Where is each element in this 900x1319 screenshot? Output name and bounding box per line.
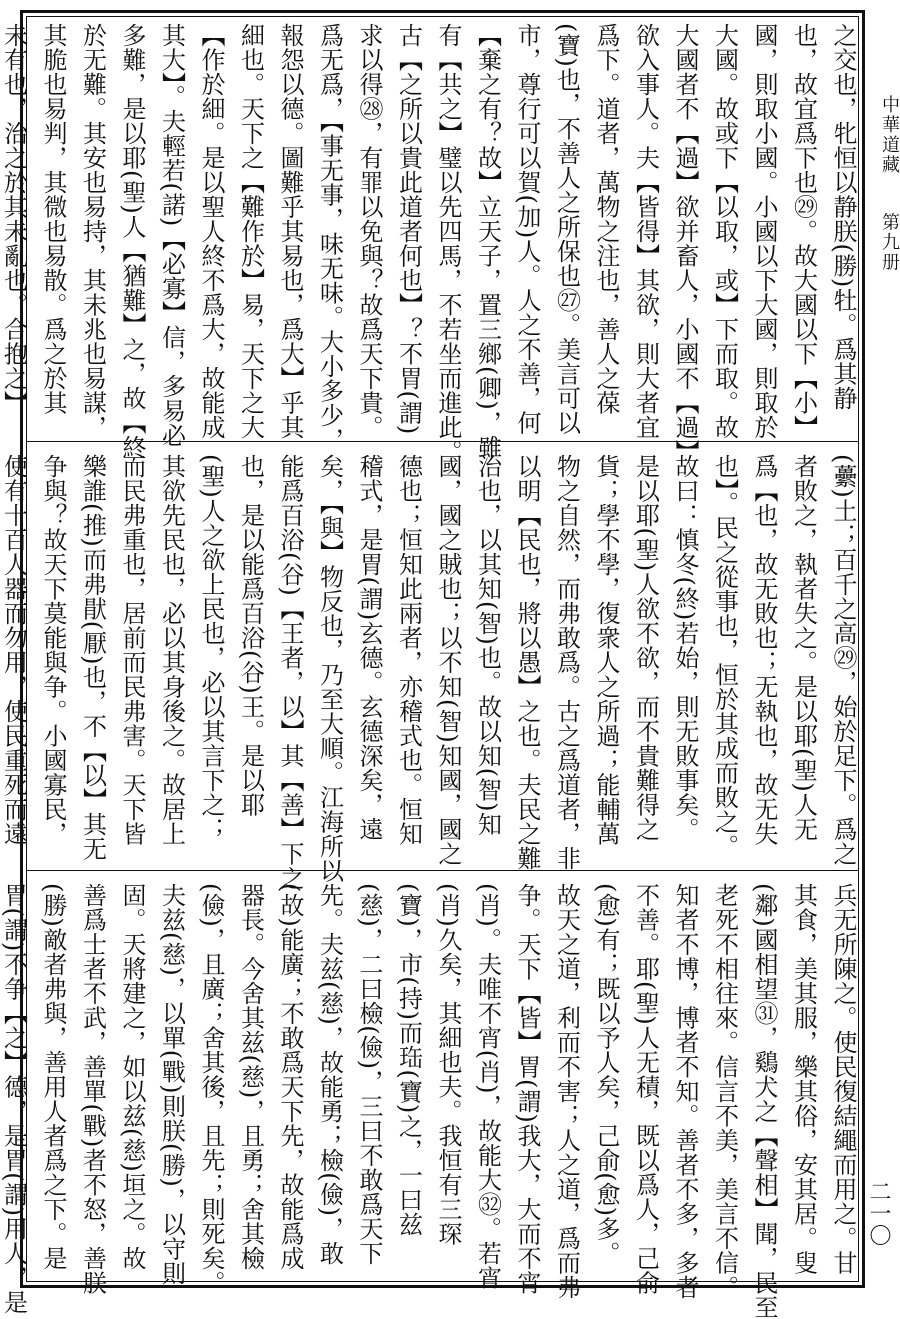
text-column: (肖)久矣，其細也夫。我恒有三琛 bbox=[434, 883, 462, 1246]
text-column: 知者不博，博者不知。善者不多，多者 bbox=[671, 883, 699, 1300]
text-column: 不善。耶(聖)人无積，既以爲人，己俞 bbox=[631, 883, 660, 1295]
text-column: 争與？故天下莫能與争。小國寡民， bbox=[39, 454, 67, 846]
text-column: (故)能廣；不敢爲天下先，故能爲成 bbox=[276, 883, 304, 1271]
text-column: 爲【也，故无敗也；无執也，故无失 bbox=[750, 454, 778, 846]
text-column: 細也。天下之【難作於】易，天下之大 bbox=[236, 23, 265, 440]
text-column: 稽式，是胃(謂)玄德。玄德深矣，遠 bbox=[355, 454, 383, 842]
text-column: 也，故宜爲下也㉙。故大國以下【小】 bbox=[789, 23, 818, 440]
text-column: 治也，以其知(智)也。故以知(智)知 bbox=[473, 454, 502, 837]
text-column: 未有也，治之於其未亂也。合抱之】 bbox=[0, 23, 28, 415]
text-column: 能爲百浴(谷)【王者，以】其【善】下之 bbox=[276, 454, 304, 891]
text-column: 器長。今舍其兹(慈)，且勇；舍其檢 bbox=[236, 883, 265, 1271]
text-column: (寶)，市(持)而珤(寶)之，一曰兹 bbox=[394, 883, 423, 1237]
volume-label: 第九册 bbox=[879, 212, 900, 273]
text-column: 先。夫兹(慈)，故能勇；檢(儉)，敢 bbox=[315, 883, 344, 1266]
text-column: 其脆也易判，其微也易散。爲之於其 bbox=[39, 23, 67, 415]
text-column: 古【之所以貴此道者何也】？不胃(謂) bbox=[394, 23, 423, 435]
text-column: (肖)。夫唯不宵(肖)，故能大㉜。若宵 bbox=[473, 883, 502, 1290]
text-column: 貨；學不學，復衆人之所過；能輔萬 bbox=[592, 454, 620, 846]
text-column: 市，尊行可以賀(加)人。人之不善，何 bbox=[513, 23, 541, 435]
text-column: 求以得㉘，有罪以免與？故爲天下貴。 bbox=[355, 23, 383, 440]
text-band-middle bbox=[0, 444, 862, 891]
text-column: 也】。民之從事也，恒於其成而敗之。 bbox=[710, 454, 739, 859]
book-title: 中華道藏 bbox=[879, 95, 900, 175]
text-column: 固。天將建之，如以兹(慈)垣之。故 bbox=[118, 883, 146, 1271]
text-column: 使有十百人器而勿用，使民重死而遠 bbox=[0, 454, 28, 846]
text-band-top bbox=[0, 13, 862, 464]
band-divider bbox=[27, 441, 858, 442]
text-column: (慈)，二曰檢(儉)，三曰不敢爲天下 bbox=[355, 883, 383, 1266]
text-column: 國，則取小國。小國以下大國，則取於 bbox=[750, 23, 778, 440]
band-divider bbox=[27, 870, 858, 871]
text-column: 争。天下【皆】胃(謂)我大，大而不宵 bbox=[513, 883, 541, 1295]
text-column: 爲下。道者，萬物之注也，善人之葆 bbox=[592, 23, 620, 415]
text-column: (愈)有；既以予人矣，己俞(愈)多。 bbox=[592, 883, 620, 1266]
text-column: (鄰)國相望㉛，鷄犬之【聲相】聞，民至 bbox=[750, 883, 778, 1319]
text-column: 而民弗重也，居前而民弗害。天下皆 bbox=[118, 454, 146, 846]
text-column: 其欲先民也，必以其身後之。故居上 bbox=[157, 454, 186, 846]
page-number: 二一〇 bbox=[866, 1180, 891, 1246]
text-column: 其食，美其服，樂其俗，安其居。叟 bbox=[789, 883, 818, 1275]
running-head bbox=[880, 95, 898, 272]
text-column: (寶)也，不善人之所保也㉗。美言可以 bbox=[552, 23, 581, 435]
text-column: 爲无爲，【事无事，味无味。大小多少， bbox=[315, 23, 344, 452]
text-column: 大國。故或下【以取，或】下而取。故 bbox=[710, 23, 739, 440]
text-column: 老死不相往來。信言不美，美言不信。 bbox=[710, 883, 739, 1300]
text-column: 於无難。其安也易持，其未兆也易謀， bbox=[78, 23, 107, 440]
text-band-bottom bbox=[0, 873, 862, 1319]
text-column: (聖)人之欲上民也，必以其言下之； bbox=[197, 454, 225, 842]
text-column: 物之自然，而弗敢爲。古之爲道者，非 bbox=[552, 454, 581, 871]
text-column: 大國者不【過】欲并畜人，小國不【過】 bbox=[671, 23, 699, 464]
text-column: (勝)敵者弗與，善用人者爲之下。是 bbox=[39, 883, 67, 1271]
text-column: 欲入事人。夫【皆得】其欲，則大者宜 bbox=[631, 23, 660, 440]
text-column: 多難，是以耶(聖)人【猶難】之，故【終 bbox=[118, 23, 146, 460]
text-column: 樂誰(推)而弗猒(厭)也，不【以】其无 bbox=[78, 454, 107, 861]
text-column: 有【共之】璧以先四馬，不若坐而進此。 bbox=[434, 23, 462, 464]
text-column: 以明【民也，將以愚】之也。夫民之難 bbox=[513, 454, 541, 871]
text-column: 之交也，牝恒以静朕(勝)牡。爲其静 bbox=[829, 23, 857, 411]
text-column: 德也；恒知此兩者，亦稽式也。恒知 bbox=[394, 454, 423, 846]
text-column: 【棄之有？故】立天子，置三鄉(卿)，雖 bbox=[473, 23, 502, 460]
text-column: 國，國之賊也；以不知(智)知國，國之 bbox=[434, 454, 462, 866]
text-column: 故曰：慎冬(終)若始，則无敗事矣。 bbox=[671, 454, 699, 842]
text-column: 故天之道，利而不害；人之道，爲而弗 bbox=[552, 883, 581, 1300]
text-column: 兵无所陳之。使民復結繩而用之。甘 bbox=[829, 883, 857, 1275]
text-column: (虆)土；百千之高㉙，始於足下。爲之 bbox=[829, 454, 857, 866]
text-column: 胃(謂)不争【之】德，是胃(謂)用人，是 bbox=[0, 883, 28, 1315]
text-column: 也，是以能爲百浴(谷)王。是以耶 bbox=[236, 454, 265, 817]
page-frame bbox=[0, 10, 865, 1319]
text-column: 夫兹(慈)，以單(戰)則朕(勝)，以守則 bbox=[157, 883, 186, 1286]
text-column: 是以耶(聖)人欲不欲，而不貴難得之 bbox=[631, 454, 660, 842]
text-column: (儉)，且廣；舍其後，且先；則死矣。 bbox=[197, 883, 225, 1295]
text-column: 者敗之，執者失之。是以耶(聖)人无 bbox=[789, 454, 818, 842]
text-column: 矣，【與】物反也，乃至大順。江海所以 bbox=[315, 454, 344, 883]
text-column: 其大】。夫輕若(諾)【必寡】信，多易必 bbox=[157, 23, 186, 448]
text-column: 善爲士者不武，善單(戰)者不怒，善朕 bbox=[78, 883, 107, 1295]
text-column: 報怨以德。圖難乎其易也，爲大】乎其 bbox=[276, 23, 304, 440]
text-column: 【作於細。是以聖人終不爲大，故能成 bbox=[197, 23, 225, 440]
